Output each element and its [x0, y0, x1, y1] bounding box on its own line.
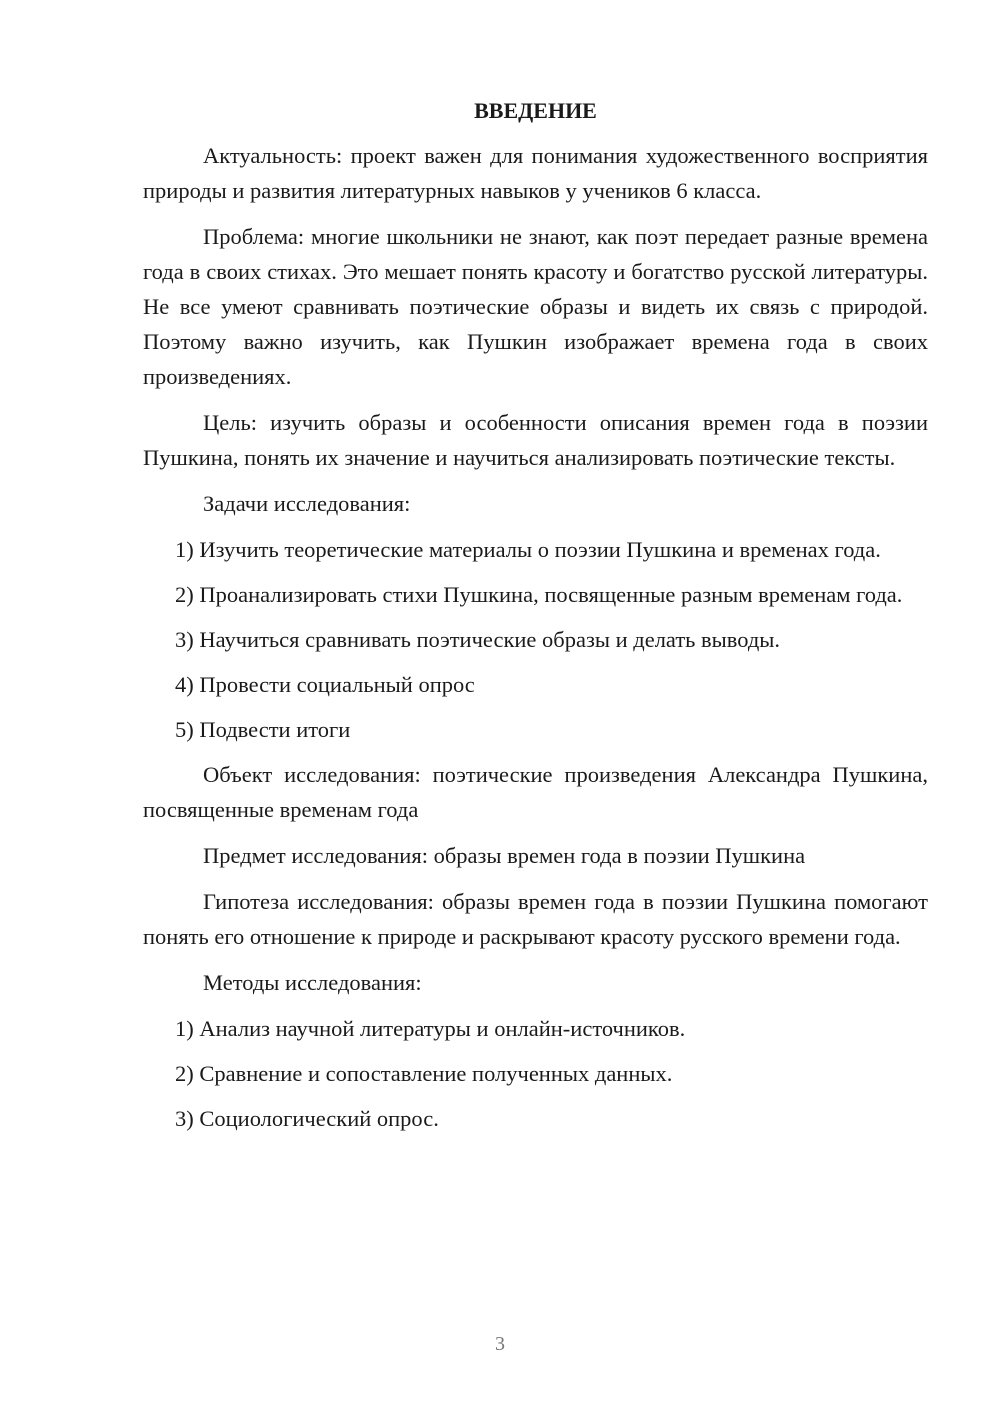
task-item: 4) Провести социальный опрос	[175, 672, 475, 697]
problem-paragraph: Проблема: многие школьники не знают, как поэт передает разные времена года в своих стихах. Это мешает понять красоту и богатство русской литературы. Не все умеют сравнивать поэтические образы и видеть их связь с природой. Поэтому важно изучить, как Пушкин изображает времена года в своих произведениях.	[143, 224, 928, 389]
relevance-paragraph: Актуальность: проект важен для понимания художественного восприятия природы и развития литературных навыков у учеников 6 класса.	[143, 143, 928, 203]
method-item: 3) Социологический опрос.	[175, 1106, 439, 1131]
page-content	[143, 93, 928, 1146]
tasks-heading: Задачи исследования:	[203, 491, 411, 516]
page-number: 3	[495, 1333, 505, 1355]
object-paragraph: Объект исследования: поэтические произведения Александра Пушкина, посвященные временам года	[143, 762, 928, 822]
hypothesis-paragraph: Гипотеза исследования: образы времен года в поэзии Пушкина помогают понять его отношение к природе и раскрывают красоту русского времени года.	[143, 889, 928, 949]
task-item: 1) Изучить теоретические материалы о поэзии Пушкина и временах года.	[175, 537, 881, 562]
method-item: 2) Сравнение и сопоставление полученных данных.	[175, 1061, 673, 1086]
method-item: 1) Анализ научной литературы и онлайн-источников.	[175, 1016, 686, 1041]
task-item: 2) Проанализировать стихи Пушкина, посвященные разным временам года.	[175, 582, 903, 607]
subject-paragraph: Предмет исследования: образы времен года в поэзии Пушкина	[203, 843, 806, 868]
methods-heading: Методы исследования:	[203, 970, 422, 995]
task-item: 3) Научиться сравнивать поэтические образы и делать выводы.	[175, 627, 781, 652]
task-item: 5) Подвести итоги	[175, 717, 351, 742]
section-title: ВВЕДЕНИЕ	[474, 98, 597, 123]
goal-paragraph: Цель: изучить образы и особенности описания времен года в поэзии Пушкина, понять их значение и научиться анализировать поэтические тексты.	[143, 410, 928, 470]
